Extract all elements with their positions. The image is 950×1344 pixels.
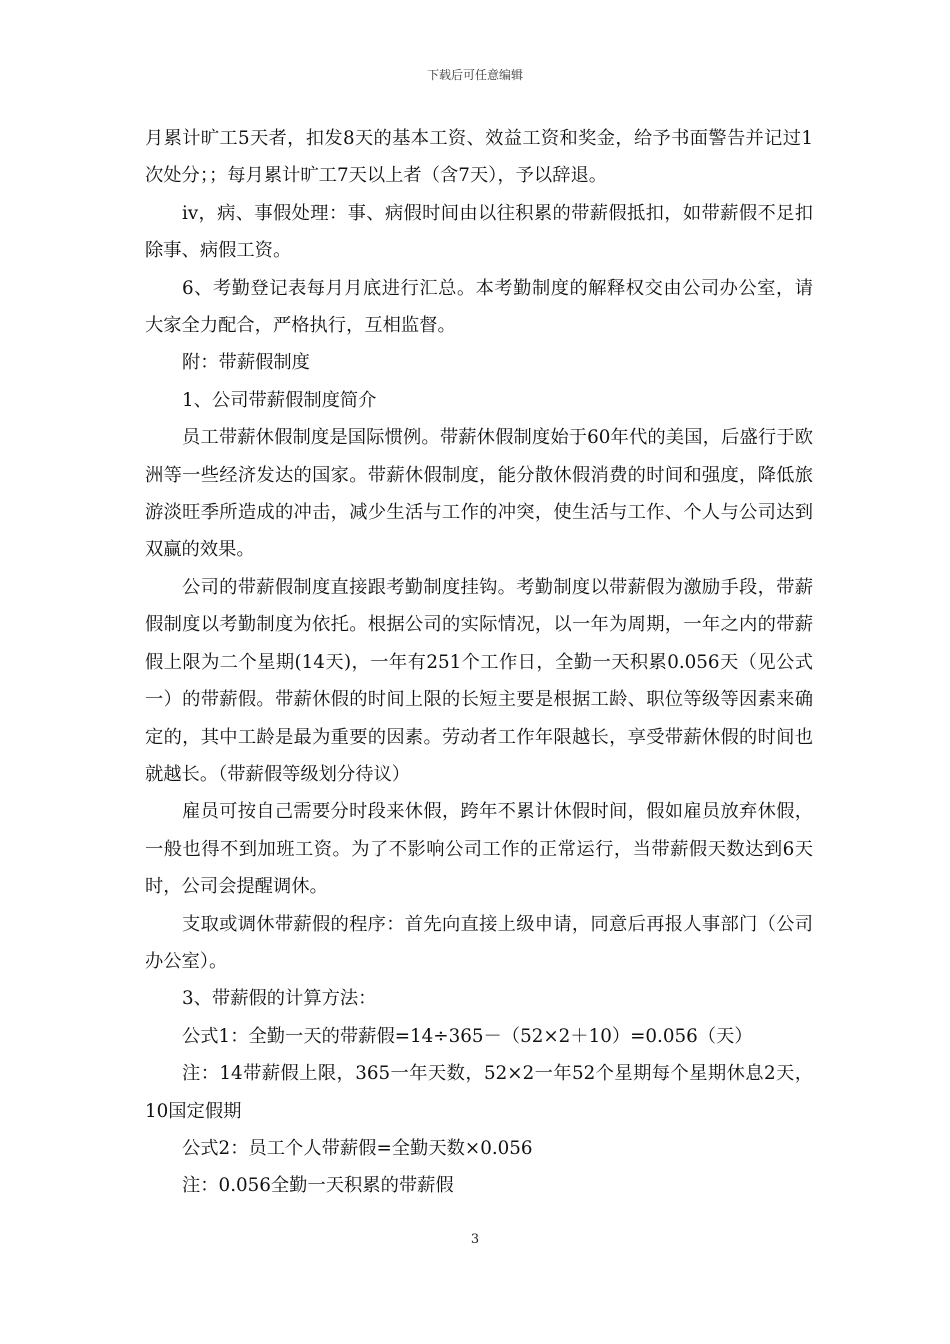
paragraph: 月累计旷工5天者，扣发8天的基本工资、效益工资和奖金，给予书面警告并记过1次处分；；每月累计旷工7天以上者（含7天），予以辞退。 bbox=[145, 128, 813, 187]
paragraph: 6、考勤登记表每月月底进行汇总。本考勤制度的解释权交由公司办公室，请大家全力配合，严格执行，互相监督。 bbox=[145, 277, 813, 337]
formula: 公式2：员工个人带薪假=全勤天数×0.056 bbox=[182, 1137, 533, 1159]
paragraph: ⅳ，病、事假处理：事、病假时间由以往积累的带薪假抵扣，如带薪假不足扣除事、病假工资。 bbox=[145, 202, 813, 262]
appendix-heading: 附：带薪假制度 bbox=[182, 352, 310, 374]
paragraph: 雇员可按自己需要分时段来休假，跨年不累计休假时间，假如雇员放弃休假，一般也得不到加班工资。为了不影响公司工作的正常运行，当带薪假天数达到6天时，公司会提醒调休。 bbox=[145, 801, 813, 898]
paragraph: 公司的带薪假制度直接跟考勤制度挂钩。考勤制度以带薪假为激励手段，带薪假制度以考勤制度为依托。根据公司的实际情况，以一年为周期，一年之内的带薪假上限为二个星期(14天)，一年有251个工作日，全勤一天积累0.056天（见公式一）的带薪假。带薪休假的时间上限的长短主要是根据工龄、职位等级等因素来确定的，其中工龄是最为重要的因素。劳动者工作年限越长，享受带薪休假的时间也就越长。（带薪假等级划分待议） bbox=[145, 576, 813, 785]
page-header: 下载后可任意编辑 bbox=[426, 68, 523, 82]
paragraph: 支取或调休带薪假的程序：首先向直接上级申请，同意后再报人事部门（公司办公室）。 bbox=[145, 913, 813, 972]
page-number: 3 bbox=[470, 1232, 480, 1247]
document-body bbox=[145, 120, 813, 1205]
note: 注：0.056全勤一天积累的带薪假 bbox=[182, 1175, 454, 1197]
note: 注：14带薪假上限，365一年天数，52×2一年52个星期每个星期休息2天，10国定假期 bbox=[145, 1063, 813, 1122]
section-heading: 1、公司带薪假制度简介 bbox=[182, 389, 377, 411]
formula: 公式1：全勤一天的带薪假=14÷365－（52×2＋10）=0.056（天） bbox=[182, 1025, 753, 1047]
paragraph: 员工带薪休假制度是国际惯例。带薪休假制度始于60年代的美国，后盛行于欧洲等一些经济发达的国家。带薪休假制度，能分散休假消费的时间和强度，降低旅游淡旺季所造成的冲击，减少生活与工作的冲突，使生活与工作、个人与公司达到双赢的效果。 bbox=[145, 427, 813, 561]
section-heading: 3、带薪假的计算方法： bbox=[182, 988, 377, 1010]
